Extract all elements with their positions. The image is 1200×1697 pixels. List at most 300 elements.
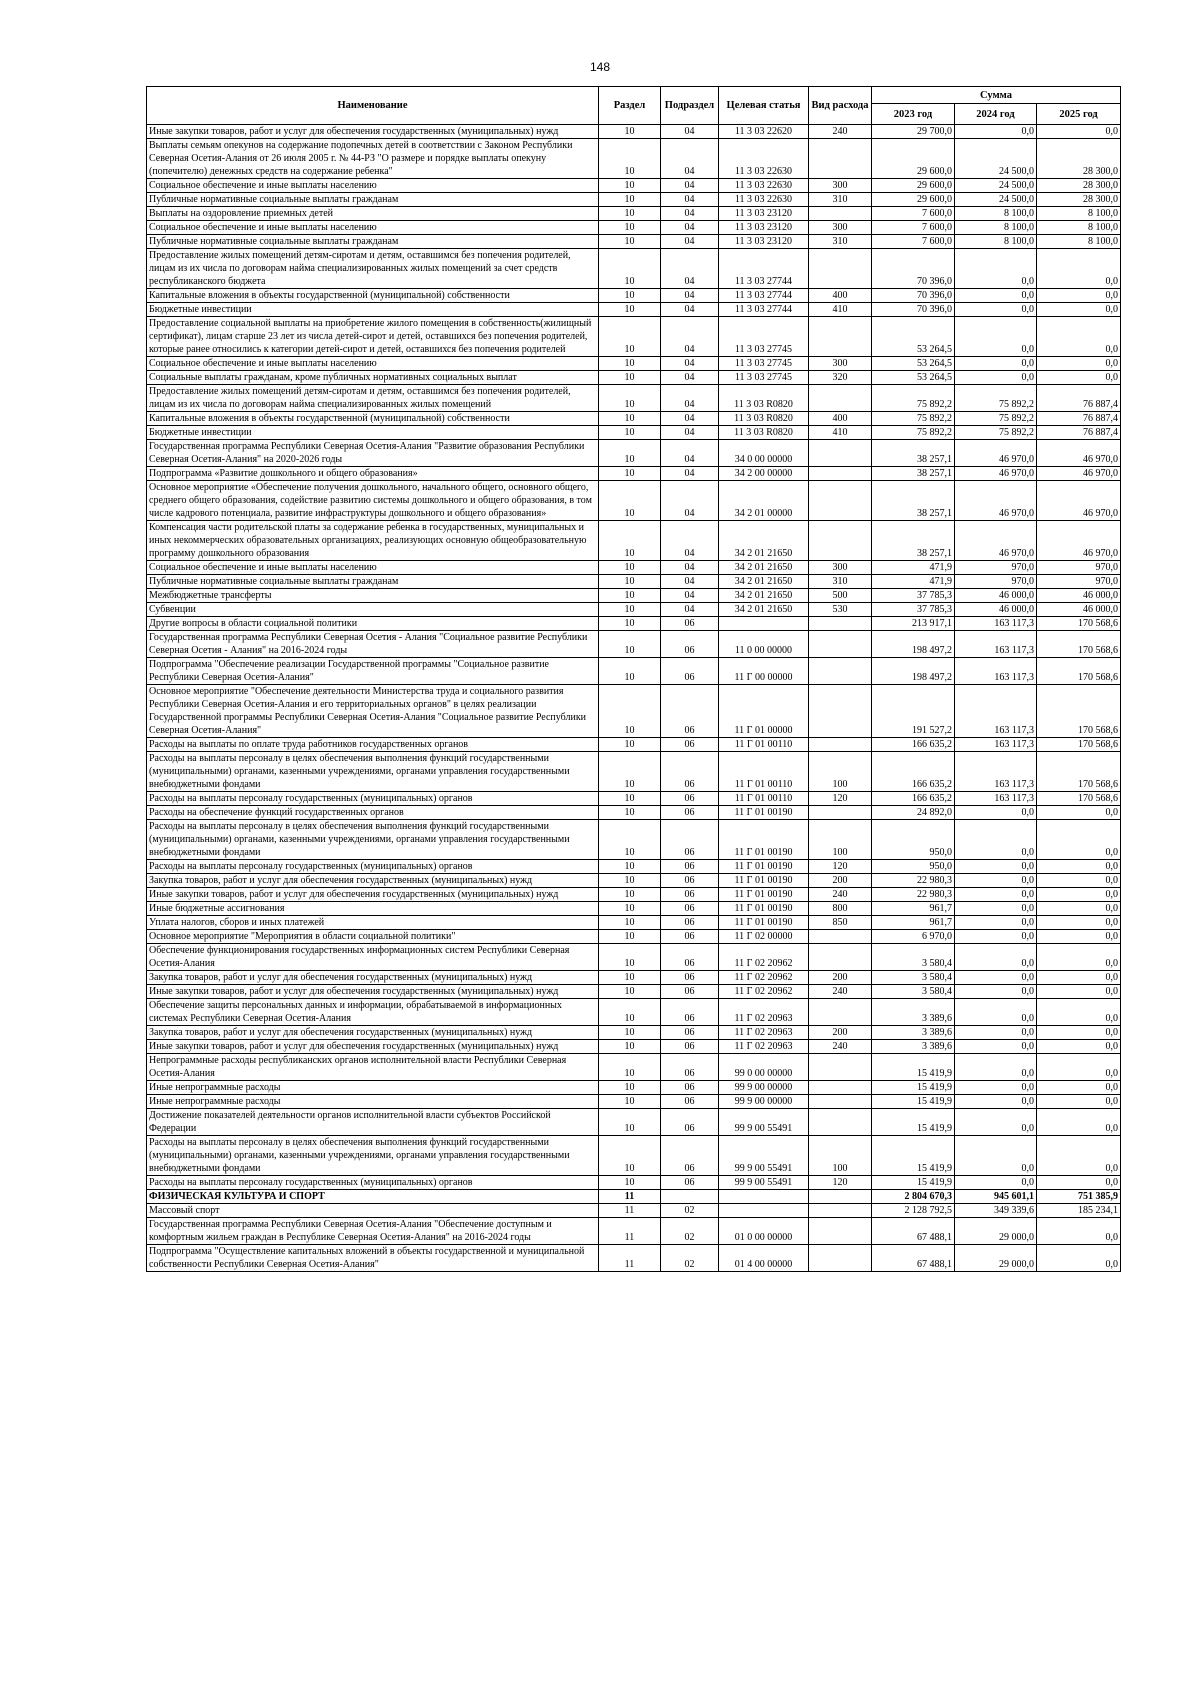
row-amount-2025: 46 970,0 xyxy=(1037,440,1121,467)
row-expense-type-cell: 400 xyxy=(809,289,872,303)
row-section-cell: 10 xyxy=(599,139,661,179)
row-subsection-cell: 06 xyxy=(661,999,719,1026)
row-section-cell: 10 xyxy=(599,1026,661,1040)
row-subsection-cell: 04 xyxy=(661,249,719,289)
row-amount-2024: 0,0 xyxy=(955,371,1037,385)
table-row xyxy=(147,1054,1121,1081)
row-expense-type-cell: 410 xyxy=(809,303,872,317)
table-row xyxy=(147,1190,1121,1204)
row-expense-type-cell xyxy=(809,467,872,481)
row-amount-2023: 75 892,2 xyxy=(872,412,955,426)
row-subsection-cell: 06 xyxy=(661,806,719,820)
row-subsection-cell: 06 xyxy=(661,930,719,944)
row-amount-2025: 0,0 xyxy=(1037,1081,1121,1095)
row-amount-2024: 0,0 xyxy=(955,1109,1037,1136)
row-name-cell: Основное мероприятие "Обеспечение деятельности Министерства труда и социального развития Республики Северная Осетия-Алания и его территориальных органов" в целях реализации Государственной программы Республики Северная Осетия-Алания "Социальное развитие Республики Северная Осетия-Алания" xyxy=(147,685,599,738)
row-amount-2023: 3 389,6 xyxy=(872,999,955,1026)
row-amount-2024: 24 500,0 xyxy=(955,179,1037,193)
row-expense-type-cell xyxy=(809,658,872,685)
row-name-cell: Социальное обеспечение и иные выплаты населению xyxy=(147,357,599,371)
row-section-cell: 10 xyxy=(599,617,661,631)
row-target-cell xyxy=(719,1204,809,1218)
table-row xyxy=(147,1136,1121,1176)
table-row xyxy=(147,874,1121,888)
row-amount-2023: 67 488,1 xyxy=(872,1245,955,1272)
row-subsection-cell: 04 xyxy=(661,385,719,412)
row-name-cell: Иные закупки товаров, работ и услуг для обеспечения государственных (муниципальных) нужд xyxy=(147,125,599,139)
header-year-2023: 2023 год xyxy=(872,104,955,125)
row-amount-2025: 0,0 xyxy=(1037,1095,1121,1109)
row-name-cell: Компенсация части родительской платы за содержание ребенка в государственных, муниципальных и иных некоммерческих образовательных организациях, реализующих основную общеобразовательную программу дошкольного образования xyxy=(147,521,599,561)
row-amount-2023: 2 128 792,5 xyxy=(872,1204,955,1218)
row-name-cell: Иные непрограммные расходы xyxy=(147,1095,599,1109)
row-subsection-cell: 04 xyxy=(661,426,719,440)
row-target-cell: 11 3 03 R0820 xyxy=(719,412,809,426)
row-amount-2025: 28 300,0 xyxy=(1037,193,1121,207)
row-amount-2023: 22 980,3 xyxy=(872,874,955,888)
row-name-cell: Социальное обеспечение и иные выплаты населению xyxy=(147,179,599,193)
table-row xyxy=(147,193,1121,207)
row-amount-2025: 0,0 xyxy=(1037,888,1121,902)
row-name-cell: Публичные нормативные социальные выплаты гражданам xyxy=(147,193,599,207)
row-amount-2024: 0,0 xyxy=(955,999,1037,1026)
row-amount-2025: 28 300,0 xyxy=(1037,179,1121,193)
row-amount-2024: 163 117,3 xyxy=(955,631,1037,658)
row-section-cell: 10 xyxy=(599,792,661,806)
row-amount-2024: 29 000,0 xyxy=(955,1245,1037,1272)
row-amount-2025: 0,0 xyxy=(1037,930,1121,944)
header-name: Наименование xyxy=(147,87,599,125)
table-row xyxy=(147,481,1121,521)
header-target-article: Целевая статья xyxy=(719,87,809,125)
row-amount-2023: 166 635,2 xyxy=(872,792,955,806)
row-amount-2025: 0,0 xyxy=(1037,820,1121,860)
row-expense-type-cell xyxy=(809,1245,872,1272)
row-expense-type-cell xyxy=(809,1190,872,1204)
row-amount-2024: 0,0 xyxy=(955,1040,1037,1054)
row-amount-2023: 29 600,0 xyxy=(872,179,955,193)
row-name-cell: Предоставление жилых помещений детям-сиротам и детям, оставшимся без попечения родителей, лицам из их числа по договорам найма специализированных жилых помещений за счет средств республиканского бюджета xyxy=(147,249,599,289)
row-target-cell: 99 9 00 55491 xyxy=(719,1176,809,1190)
row-amount-2025: 0,0 xyxy=(1037,985,1121,999)
row-expense-type-cell xyxy=(809,1109,872,1136)
row-target-cell: 11 Г 01 00190 xyxy=(719,806,809,820)
row-expense-type-cell xyxy=(809,1054,872,1081)
row-expense-type-cell: 240 xyxy=(809,888,872,902)
table-row xyxy=(147,658,1121,685)
row-amount-2023: 24 892,0 xyxy=(872,806,955,820)
row-subsection-cell: 02 xyxy=(661,1204,719,1218)
row-name-cell: Расходы на выплаты персоналу в целях обеспечения выполнения функций государственными (муниципальными) органами, казенными учреждениями, органами управления государственными внебюджетными фондами xyxy=(147,820,599,860)
row-amount-2023: 950,0 xyxy=(872,860,955,874)
row-expense-type-cell xyxy=(809,738,872,752)
table-row xyxy=(147,944,1121,971)
row-expense-type-cell xyxy=(809,685,872,738)
row-section-cell: 10 xyxy=(599,467,661,481)
row-subsection-cell: 06 xyxy=(661,658,719,685)
row-target-cell: 11 3 03 23120 xyxy=(719,207,809,221)
row-name-cell: Расходы на обеспечение функций государственных органов xyxy=(147,806,599,820)
row-section-cell: 10 xyxy=(599,481,661,521)
row-name-cell: Обеспечение функционирования государственных информационных систем Республики Северная Осетия-Алания xyxy=(147,944,599,971)
table-row xyxy=(147,603,1121,617)
row-amount-2023: 29 600,0 xyxy=(872,193,955,207)
row-amount-2025: 0,0 xyxy=(1037,806,1121,820)
row-expense-type-cell xyxy=(809,631,872,658)
row-amount-2025: 0,0 xyxy=(1037,860,1121,874)
table-row xyxy=(147,971,1121,985)
row-section-cell: 10 xyxy=(599,658,661,685)
row-amount-2024: 0,0 xyxy=(955,289,1037,303)
row-section-cell: 10 xyxy=(599,221,661,235)
row-subsection-cell: 02 xyxy=(661,1245,719,1272)
row-name-cell: Основное мероприятие "Мероприятия в области социальной политики" xyxy=(147,930,599,944)
row-name-cell: Расходы на выплаты персоналу в целях обеспечения выполнения функций государственными (муниципальными) органами, казенными учреждениями, органами управления государственными внебюджетными фондами xyxy=(147,1136,599,1176)
row-expense-type-cell xyxy=(809,999,872,1026)
row-expense-type-cell xyxy=(809,207,872,221)
row-section-cell: 10 xyxy=(599,412,661,426)
row-expense-type-cell: 240 xyxy=(809,125,872,139)
row-expense-type-cell xyxy=(809,1218,872,1245)
row-amount-2024: 163 117,3 xyxy=(955,658,1037,685)
row-target-cell: 11 Г 01 00190 xyxy=(719,916,809,930)
row-amount-2023: 38 257,1 xyxy=(872,467,955,481)
row-amount-2024: 24 500,0 xyxy=(955,139,1037,179)
row-name-cell: Социальное обеспечение и иные выплаты населению xyxy=(147,561,599,575)
table-row xyxy=(147,985,1121,999)
row-amount-2023: 198 497,2 xyxy=(872,658,955,685)
row-amount-2025: 76 887,4 xyxy=(1037,412,1121,426)
row-name-cell: Непрограммные расходы республиканских органов исполнительной власти Республики Северная Осетия-Алания xyxy=(147,1054,599,1081)
row-name-cell: Закупка товаров, работ и услуг для обеспечения государственных (муниципальных) нужд xyxy=(147,971,599,985)
row-subsection-cell: 04 xyxy=(661,371,719,385)
row-amount-2024: 0,0 xyxy=(955,1026,1037,1040)
row-amount-2023: 37 785,3 xyxy=(872,603,955,617)
row-amount-2024: 163 117,3 xyxy=(955,617,1037,631)
row-section-cell: 10 xyxy=(599,1136,661,1176)
row-amount-2024: 0,0 xyxy=(955,971,1037,985)
row-amount-2024: 24 500,0 xyxy=(955,193,1037,207)
row-section-cell: 10 xyxy=(599,317,661,357)
row-name-cell: Предоставление жилых помещений детям-сиротам и детям, оставшимся без попечения родителей, лицам из их числа по договорам найма специализированных жилых помещений xyxy=(147,385,599,412)
row-name-cell: Расходы на выплаты персоналу в целях обеспечения выполнения функций государственными (муниципальными) органами, казенными учреждениями, органами управления государственными внебюджетными фондами xyxy=(147,752,599,792)
row-amount-2025: 46 970,0 xyxy=(1037,467,1121,481)
row-amount-2025: 0,0 xyxy=(1037,1026,1121,1040)
table-row xyxy=(147,412,1121,426)
row-amount-2025: 8 100,0 xyxy=(1037,235,1121,249)
row-amount-2024: 0,0 xyxy=(955,1136,1037,1176)
row-subsection-cell: 06 xyxy=(661,1095,719,1109)
row-subsection-cell: 06 xyxy=(661,971,719,985)
row-section-cell: 10 xyxy=(599,752,661,792)
row-amount-2025: 0,0 xyxy=(1037,289,1121,303)
row-section-cell: 10 xyxy=(599,999,661,1026)
row-amount-2025: 170 568,6 xyxy=(1037,658,1121,685)
row-name-cell: Государственная программа Республики Северная Осетия-Алания "Обеспечение доступным и комфортным жильем граждан в Республике Северная Осетия-Алания" на 2016-2024 годы xyxy=(147,1218,599,1245)
row-expense-type-cell: 120 xyxy=(809,1176,872,1190)
row-expense-type-cell: 300 xyxy=(809,221,872,235)
row-amount-2024: 46 000,0 xyxy=(955,589,1037,603)
row-name-cell: Подпрограмма «Развитие дошкольного и общего образования» xyxy=(147,467,599,481)
row-amount-2023: 213 917,1 xyxy=(872,617,955,631)
row-amount-2023: 22 980,3 xyxy=(872,888,955,902)
row-subsection-cell: 04 xyxy=(661,575,719,589)
row-target-cell: 11 3 03 22630 xyxy=(719,179,809,193)
row-expense-type-cell xyxy=(809,385,872,412)
table-row xyxy=(147,1095,1121,1109)
table-row xyxy=(147,249,1121,289)
row-amount-2023: 166 635,2 xyxy=(872,752,955,792)
row-name-cell: Субвенции xyxy=(147,603,599,617)
row-expense-type-cell: 310 xyxy=(809,575,872,589)
row-section-cell: 10 xyxy=(599,440,661,467)
row-target-cell: 11 3 03 23120 xyxy=(719,235,809,249)
row-amount-2023: 38 257,1 xyxy=(872,481,955,521)
row-subsection-cell: 06 xyxy=(661,1136,719,1176)
row-amount-2024: 46 000,0 xyxy=(955,603,1037,617)
row-amount-2025: 46 000,0 xyxy=(1037,589,1121,603)
row-name-cell: Массовый спорт xyxy=(147,1204,599,1218)
row-section-cell: 10 xyxy=(599,371,661,385)
row-amount-2023: 471,9 xyxy=(872,575,955,589)
row-amount-2023: 38 257,1 xyxy=(872,521,955,561)
row-section-cell: 10 xyxy=(599,1054,661,1081)
row-section-cell: 10 xyxy=(599,385,661,412)
row-target-cell: 34 2 01 00000 xyxy=(719,481,809,521)
row-amount-2024: 0,0 xyxy=(955,125,1037,139)
row-section-cell: 10 xyxy=(599,874,661,888)
table-row xyxy=(147,179,1121,193)
row-amount-2024: 46 970,0 xyxy=(955,481,1037,521)
table-row xyxy=(147,1176,1121,1190)
table-row xyxy=(147,440,1121,467)
row-name-cell: Закупка товаров, работ и услуг для обеспечения государственных (муниципальных) нужд xyxy=(147,874,599,888)
row-target-cell xyxy=(719,617,809,631)
row-subsection-cell: 04 xyxy=(661,207,719,221)
row-name-cell: Государственная программа Республики Северная Осетия - Алания "Социальное развитие Республики Северная Осетия - Алания" на 2016-2024 годы xyxy=(147,631,599,658)
row-target-cell: 99 9 00 55491 xyxy=(719,1109,809,1136)
row-amount-2023: 3 389,6 xyxy=(872,1040,955,1054)
row-amount-2023: 2 804 670,3 xyxy=(872,1190,955,1204)
row-subsection-cell: 06 xyxy=(661,1176,719,1190)
row-subsection-cell: 04 xyxy=(661,561,719,575)
row-name-cell: Иные закупки товаров, работ и услуг для обеспечения государственных (муниципальных) нужд xyxy=(147,1040,599,1054)
row-expense-type-cell: 300 xyxy=(809,179,872,193)
row-expense-type-cell: 240 xyxy=(809,1040,872,1054)
row-target-cell: 99 0 00 00000 xyxy=(719,1054,809,1081)
row-target-cell: 11 Г 01 00110 xyxy=(719,752,809,792)
row-amount-2025: 185 234,1 xyxy=(1037,1204,1121,1218)
row-section-cell: 10 xyxy=(599,685,661,738)
row-amount-2025: 8 100,0 xyxy=(1037,221,1121,235)
row-subsection-cell: 06 xyxy=(661,820,719,860)
table-row xyxy=(147,317,1121,357)
row-target-cell: 11 3 03 23120 xyxy=(719,221,809,235)
row-amount-2023: 15 419,9 xyxy=(872,1054,955,1081)
row-name-cell: Расходы на выплаты персоналу государственных (муниципальных) органов xyxy=(147,792,599,806)
row-expense-type-cell: 120 xyxy=(809,860,872,874)
row-name-cell: Расходы на выплаты по оплате труда работников государственных органов xyxy=(147,738,599,752)
row-amount-2024: 163 117,3 xyxy=(955,685,1037,738)
row-target-cell xyxy=(719,1190,809,1204)
row-name-cell: Иные бюджетные ассигнования xyxy=(147,902,599,916)
row-subsection-cell: 06 xyxy=(661,752,719,792)
row-amount-2024: 163 117,3 xyxy=(955,792,1037,806)
row-amount-2023: 70 396,0 xyxy=(872,289,955,303)
row-section-cell: 10 xyxy=(599,916,661,930)
table-row xyxy=(147,426,1121,440)
row-expense-type-cell: 850 xyxy=(809,916,872,930)
row-section-cell: 10 xyxy=(599,902,661,916)
row-target-cell: 11 Г 01 00190 xyxy=(719,860,809,874)
row-amount-2023: 53 264,5 xyxy=(872,357,955,371)
row-target-cell: 11 0 00 00000 xyxy=(719,631,809,658)
table-row xyxy=(147,561,1121,575)
row-amount-2023: 29 600,0 xyxy=(872,139,955,179)
table-row xyxy=(147,289,1121,303)
row-subsection-cell: 06 xyxy=(661,944,719,971)
row-subsection-cell: 04 xyxy=(661,193,719,207)
row-amount-2025: 0,0 xyxy=(1037,317,1121,357)
row-expense-type-cell xyxy=(809,440,872,467)
row-amount-2025: 170 568,6 xyxy=(1037,617,1121,631)
row-name-cell: Капитальные вложения в объекты государственной (муниципальной) собственности xyxy=(147,289,599,303)
row-target-cell: 11 3 03 22630 xyxy=(719,193,809,207)
row-section-cell: 10 xyxy=(599,561,661,575)
row-expense-type-cell: 320 xyxy=(809,371,872,385)
row-amount-2023: 961,7 xyxy=(872,916,955,930)
row-expense-type-cell xyxy=(809,617,872,631)
row-expense-type-cell: 100 xyxy=(809,820,872,860)
row-target-cell: 11 Г 01 00110 xyxy=(719,738,809,752)
row-expense-type-cell: 300 xyxy=(809,357,872,371)
row-subsection-cell: 06 xyxy=(661,1109,719,1136)
row-subsection-cell xyxy=(661,1190,719,1204)
row-amount-2024: 0,0 xyxy=(955,888,1037,902)
row-target-cell: 34 2 01 21650 xyxy=(719,561,809,575)
row-amount-2023: 15 419,9 xyxy=(872,1136,955,1176)
header-expense-type: Вид расхода xyxy=(809,87,872,125)
row-target-cell: 11 Г 00 00000 xyxy=(719,658,809,685)
row-expense-type-cell: 530 xyxy=(809,603,872,617)
table-row xyxy=(147,235,1121,249)
row-amount-2025: 0,0 xyxy=(1037,125,1121,139)
row-amount-2024: 0,0 xyxy=(955,1095,1037,1109)
header-section: Раздел xyxy=(599,87,661,125)
row-amount-2023: 166 635,2 xyxy=(872,738,955,752)
row-amount-2023: 3 580,4 xyxy=(872,971,955,985)
row-target-cell: 11 3 03 27744 xyxy=(719,249,809,289)
table-row xyxy=(147,820,1121,860)
row-target-cell: 11 3 03 27745 xyxy=(719,317,809,357)
row-name-cell: Иные непрограммные расходы xyxy=(147,1081,599,1095)
table-body xyxy=(147,125,1121,1272)
row-amount-2024: 8 100,0 xyxy=(955,235,1037,249)
row-subsection-cell: 04 xyxy=(661,521,719,561)
row-section-cell: 10 xyxy=(599,860,661,874)
row-amount-2025: 0,0 xyxy=(1037,999,1121,1026)
row-expense-type-cell xyxy=(809,1095,872,1109)
row-amount-2024: 8 100,0 xyxy=(955,207,1037,221)
row-target-cell: 11 Г 02 00000 xyxy=(719,930,809,944)
row-section-cell: 10 xyxy=(599,521,661,561)
table-row xyxy=(147,792,1121,806)
row-amount-2023: 75 892,2 xyxy=(872,385,955,412)
row-name-cell: Межбюджетные трансферты xyxy=(147,589,599,603)
row-amount-2025: 0,0 xyxy=(1037,303,1121,317)
row-expense-type-cell xyxy=(809,249,872,289)
row-section-cell: 10 xyxy=(599,303,661,317)
row-name-cell: Социальные выплаты гражданам, кроме публичных нормативных социальных выплат xyxy=(147,371,599,385)
header-subsection: Подраздел xyxy=(661,87,719,125)
row-amount-2023: 471,9 xyxy=(872,561,955,575)
row-amount-2024: 8 100,0 xyxy=(955,221,1037,235)
row-subsection-cell: 02 xyxy=(661,1218,719,1245)
table-row xyxy=(147,1040,1121,1054)
row-expense-type-cell: 240 xyxy=(809,985,872,999)
row-subsection-cell: 04 xyxy=(661,179,719,193)
table-row xyxy=(147,139,1121,179)
row-amount-2025: 76 887,4 xyxy=(1037,426,1121,440)
row-subsection-cell: 04 xyxy=(661,467,719,481)
row-section-cell: 11 xyxy=(599,1245,661,1272)
row-amount-2024: 0,0 xyxy=(955,249,1037,289)
row-amount-2023: 38 257,1 xyxy=(872,440,955,467)
row-amount-2025: 0,0 xyxy=(1037,971,1121,985)
row-subsection-cell: 04 xyxy=(661,357,719,371)
row-expense-type-cell: 100 xyxy=(809,752,872,792)
row-amount-2025: 46 000,0 xyxy=(1037,603,1121,617)
row-subsection-cell: 04 xyxy=(661,303,719,317)
row-target-cell: 11 3 03 27745 xyxy=(719,357,809,371)
row-name-cell: Достижение показателей деятельности органов исполнительной власти субъектов Российской Федерации xyxy=(147,1109,599,1136)
row-target-cell: 11 3 03 27744 xyxy=(719,289,809,303)
row-amount-2025: 28 300,0 xyxy=(1037,139,1121,179)
row-section-cell: 10 xyxy=(599,820,661,860)
row-expense-type-cell: 200 xyxy=(809,1026,872,1040)
row-subsection-cell: 06 xyxy=(661,1026,719,1040)
row-amount-2024: 46 970,0 xyxy=(955,467,1037,481)
row-target-cell: 99 9 00 00000 xyxy=(719,1081,809,1095)
row-expense-type-cell xyxy=(809,930,872,944)
row-amount-2024: 163 117,3 xyxy=(955,738,1037,752)
table-row xyxy=(147,631,1121,658)
row-subsection-cell: 04 xyxy=(661,412,719,426)
row-amount-2023: 15 419,9 xyxy=(872,1109,955,1136)
row-amount-2024: 0,0 xyxy=(955,806,1037,820)
row-target-cell: 34 2 01 21650 xyxy=(719,603,809,617)
row-target-cell: 11 Г 02 20962 xyxy=(719,944,809,971)
row-subsection-cell: 04 xyxy=(661,589,719,603)
row-subsection-cell: 06 xyxy=(661,916,719,930)
row-subsection-cell: 06 xyxy=(661,617,719,631)
row-target-cell: 34 0 00 00000 xyxy=(719,440,809,467)
row-expense-type-cell xyxy=(809,481,872,521)
row-name-cell: Обеспечение защиты персональных данных и информации, обрабатываемой в информационных системах Республики Северная Осетия-Алания xyxy=(147,999,599,1026)
row-expense-type-cell: 310 xyxy=(809,193,872,207)
row-subsection-cell: 04 xyxy=(661,317,719,357)
row-section-cell: 10 xyxy=(599,193,661,207)
table-row xyxy=(147,902,1121,916)
table-row xyxy=(147,738,1121,752)
row-expense-type-cell: 310 xyxy=(809,235,872,249)
row-subsection-cell: 04 xyxy=(661,125,719,139)
row-amount-2023: 75 892,2 xyxy=(872,426,955,440)
row-amount-2025: 0,0 xyxy=(1037,249,1121,289)
row-subsection-cell: 06 xyxy=(661,874,719,888)
row-section-cell: 10 xyxy=(599,1040,661,1054)
row-target-cell: 11 Г 01 00190 xyxy=(719,888,809,902)
